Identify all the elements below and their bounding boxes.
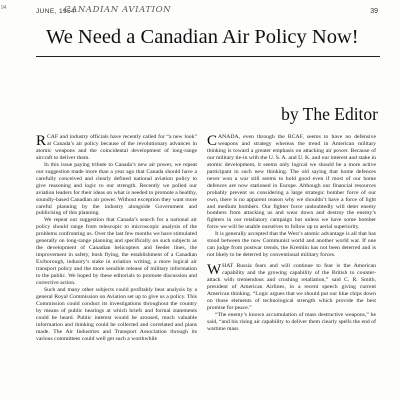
paragraph: It is generally accepted that the West’s atomic advantage is all that has stood between the now Communist world and another world war. If one can judge from postwar trends, the Kremlin has not been deterred and is not likely to be deterred by conventional military forces.	[207, 231, 376, 259]
drop-cap: C	[207, 133, 218, 149]
handwritten-annotation: CANADIAN AVIATION	[64, 5, 172, 15]
right-column	[207, 134, 376, 333]
issue-date: JUNE, 1954	[36, 8, 76, 15]
left-column	[36, 134, 197, 343]
paragraph: “The enemy’s known accumulation of mass destructive weapons,” he said, “and his rising air capability to deliver them clearly spells the end of wartime mass	[207, 311, 376, 332]
paragraph	[207, 134, 376, 231]
paragraph-text: CAF and industry officials have recently called for “a new look” at Canada’s air policy because of the revolutionary advances in atomic weapons and the coincidental development of long-range aircraft to deliver them.	[36, 134, 197, 161]
article-title: We Need a Canadian Air Policy Now!	[46, 26, 359, 48]
paragraph-text: ANADA, even through the RCAF, seems to have no defensive weapons and strategy whereas the trend in American military thinking is toward a greater emphasis on attacking air power. Because of our military tie-in with the U. S. A. and U. K. and our interest and stake in atomic development, it seems only logical we should be a more active participant in such new thinking. The old saying that home defences never won a war still seems to hold good even if most of our home defences are now stationed in Europe. Although our financial resources probably prevent us considering a large strategic bomber force of our own, there is no apparent reason why we shouldn’t have a force of light and medium bombers. Our fighter force undoubtedly will deter enemy bombers from attacking us and wear down and destroy the enemy’s fighters in our retaliatory campaign but unless we have some bomber force we will be unable ourselves to follow up to aerial superiority.	[207, 134, 376, 231]
paragraph: In this issue paying tribute to Canada’s new air power, we repeat our suggestion made more than a year ago that Canada should have a carefully conceived and clearly defined national aviation policy to give reasoning and logic to our strength. Recently we polled our aviation leaders for their ideas on what is needed to promote a healthy, soundly-based Canadian air power. Without exception they want more careful planning by the industry alongside Government and publicising of this planning.	[36, 161, 197, 217]
drop-cap: R	[36, 133, 47, 149]
title-rule	[36, 56, 380, 57]
page-number: 39	[370, 8, 378, 15]
paragraph: Such and many other subjects could profitably bear analysis by a general Royal Commission on Aviation set up to give us a policy. This Commission could conduct its investigations throughout the country by means of public hearings at which briefs and formal statements could be heard. Public interest would be aroused, much valuable information and thinking could be collected and correlated and plans made. The Air Industries and Transport Association through its various committees could well get such a worthwhile	[36, 286, 197, 342]
paragraph	[36, 134, 197, 162]
byline: by The Editor	[281, 104, 378, 124]
drop-cap: W	[207, 262, 222, 279]
paragraph: We repeat our suggestion that Canada’s search for a national air policy should range from telescopic to microscopic analysis of the problems confronting us. Over the last few months we have stimulated generally on long-range planning and specifically on such subjects as the development of Canadian helicopters and feeder lines, the improvement in safety, bush flying, the establishment of a Canadian Exrborough, industry’s stake in aviation writing, a more logical air transport policy and the more sensible release of military information to the public. We hoped by these editorials to promote discussion and corrective action.	[36, 217, 197, 287]
margin-mark: 94	[1, 5, 7, 11]
paragraph	[207, 263, 376, 312]
paragraph-text: HAT Russia fears and will continue to fear is the American capability and the growing capability of the British to counter-attack with tremendous and crushing retaliation,” said C. R. Smith, president of American Airlines, in a recent speech giving current American thinking. “Logic argues that we should put our blue chips down on those elements of technological strength which provide the best promise for peace.”	[207, 263, 376, 311]
page-header	[36, 4, 380, 20]
